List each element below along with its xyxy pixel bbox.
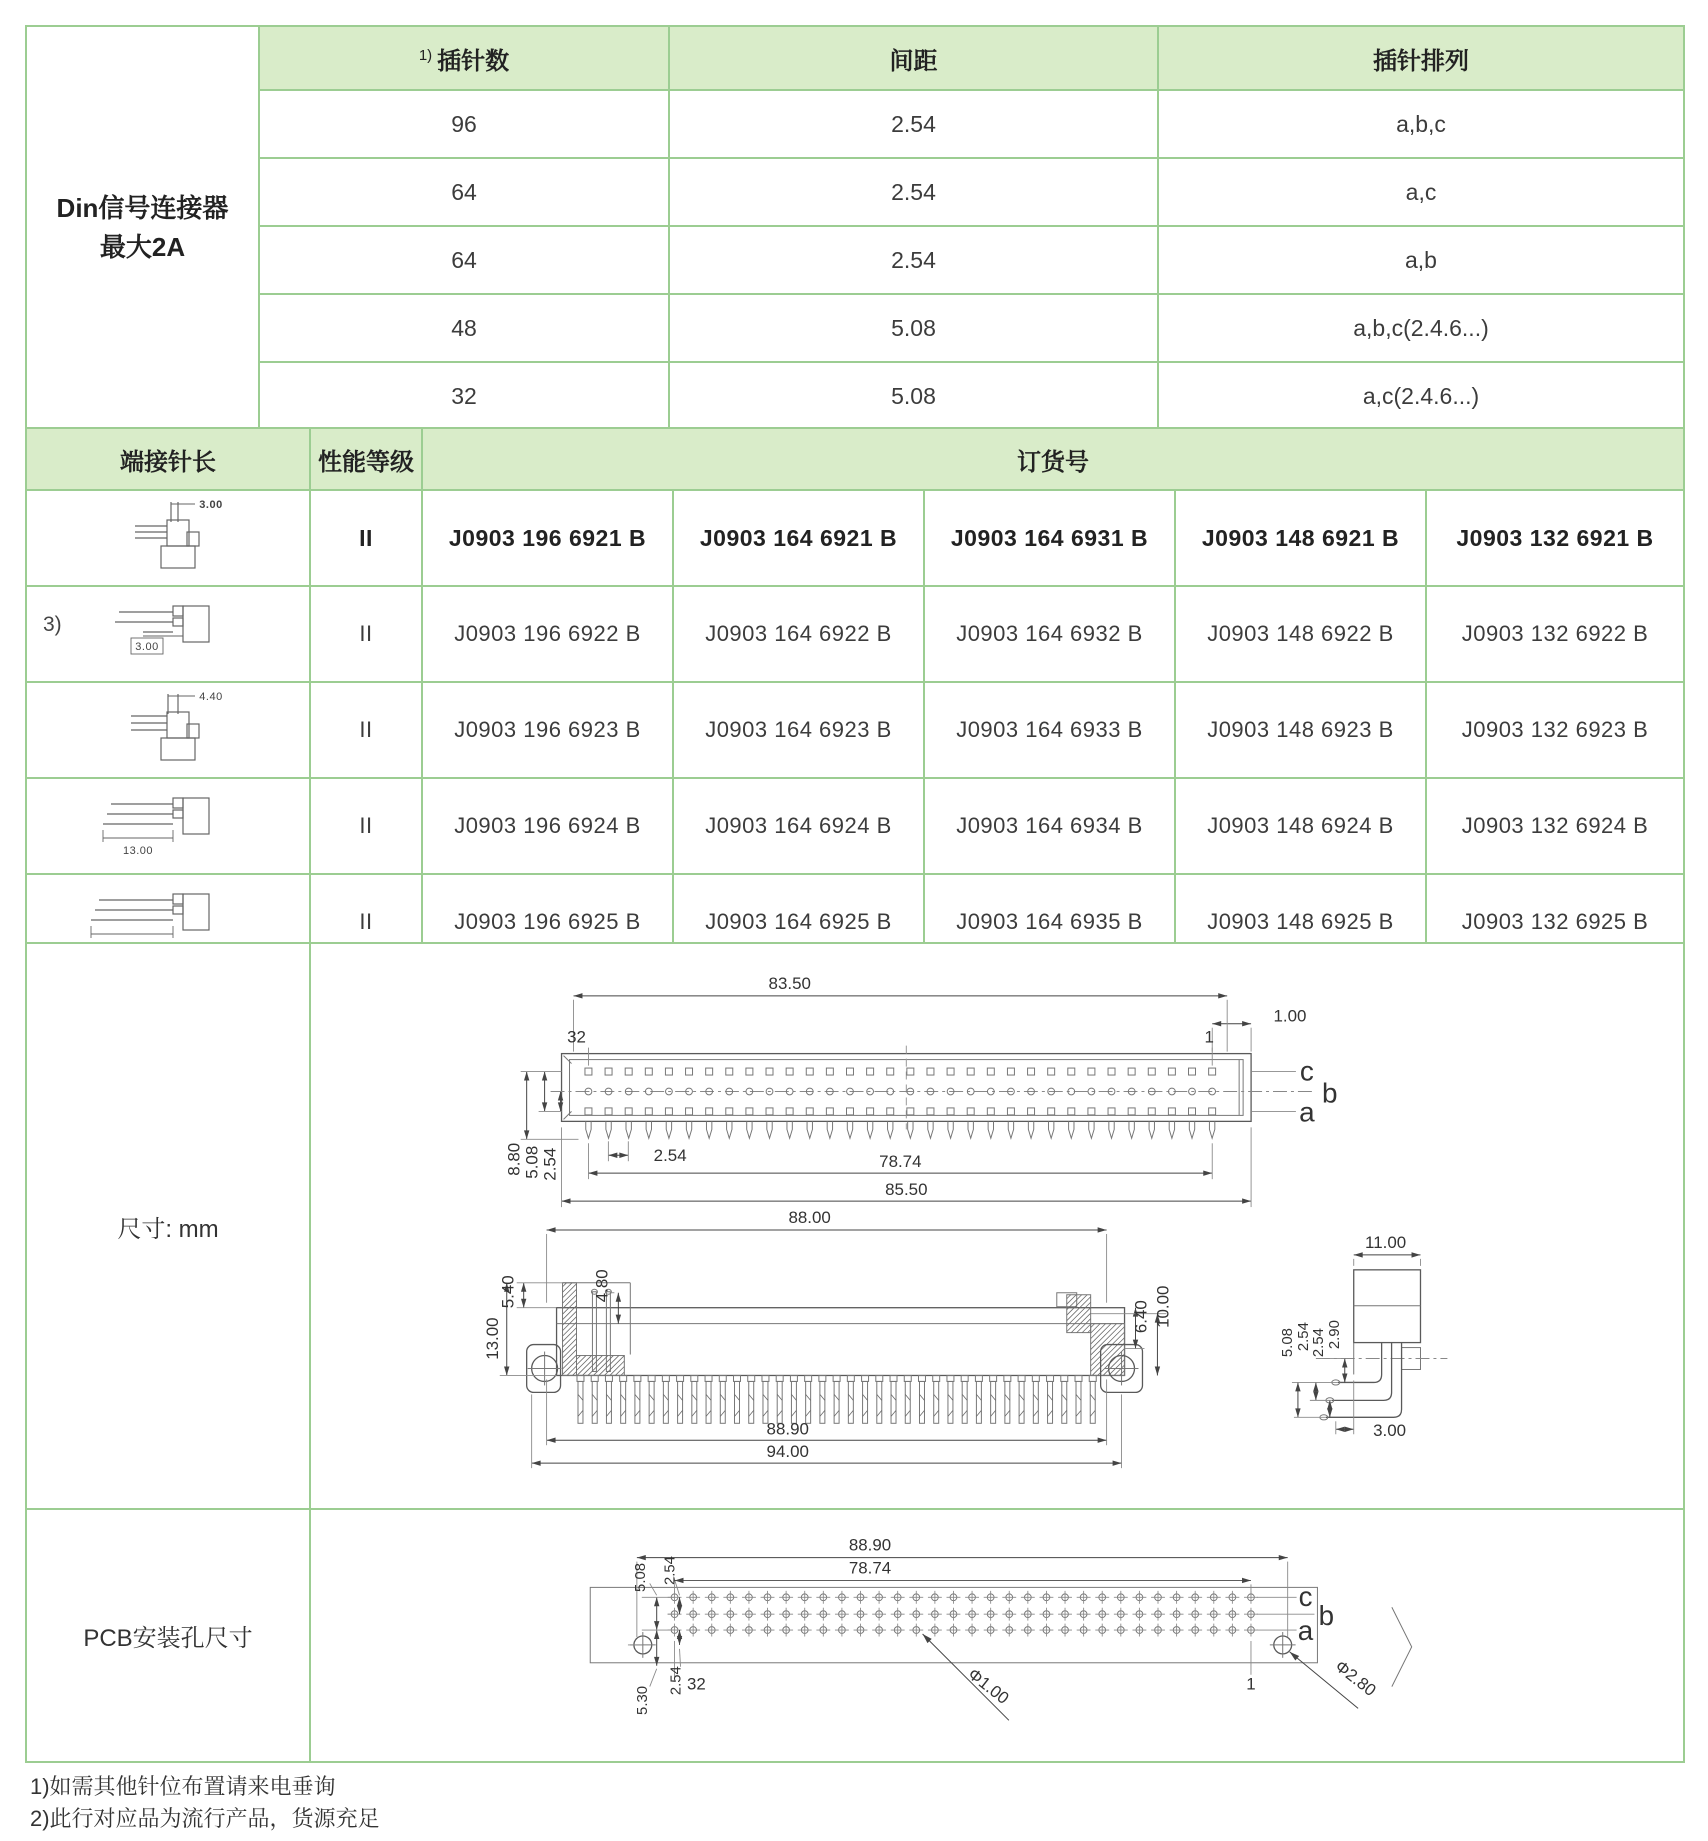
pin-style-icon-vertical — [83, 684, 253, 770]
dim-label: 5.08 — [522, 1145, 542, 1179]
dim-label: 2.54 — [1294, 1322, 1312, 1352]
arrangement-cell: a,c(2.4.6...) — [1158, 362, 1684, 430]
dimension-drawings-cell — [310, 943, 1684, 1509]
dim-label: 88.00 — [788, 1208, 831, 1228]
product-rating: 最大2A — [99, 232, 186, 262]
order-header-row — [26, 428, 1684, 490]
order-cell: J0903 196 6923 B — [422, 682, 673, 778]
pin-style-cell — [26, 778, 310, 874]
order-cell: J0903 164 6922 B — [673, 586, 924, 682]
dim-label: 78.74 — [848, 1558, 892, 1578]
pin-length-dim: 3.00 — [199, 499, 223, 511]
order-row — [26, 490, 1684, 586]
order-cell: J0903 148 6925 B — [1175, 874, 1426, 970]
dim-label: 2.54 — [1309, 1328, 1327, 1358]
row-label-c: c — [1299, 1055, 1314, 1087]
order-cell: J0903 164 6924 B — [673, 778, 924, 874]
spec-row — [26, 158, 1684, 226]
row-label-a: a — [1299, 1096, 1315, 1128]
order-cell: J0903 132 6921 B — [1426, 490, 1684, 586]
grade-cell: II — [310, 682, 422, 778]
pin-number-label: 1 — [1246, 1674, 1256, 1694]
col-header-pin-length: 端接针长 — [26, 428, 310, 490]
order-cell: J0903 148 6924 B — [1175, 778, 1426, 874]
dim-label: 5.08 — [632, 1562, 649, 1592]
grade-cell: II — [310, 778, 422, 874]
hole-diameter-label: Φ1.00 — [964, 1664, 1013, 1708]
dim-label: 2.90 — [1325, 1320, 1343, 1350]
pins-cell: 64 — [259, 158, 669, 226]
spec-row — [26, 90, 1684, 158]
pin-length-dim: 4.40 — [199, 691, 223, 703]
dim-label: 10.00 — [1153, 1285, 1173, 1328]
col-header-grade: 性能等级 — [310, 428, 422, 490]
dim-label: 3.00 — [1373, 1421, 1407, 1441]
order-cell: J0903 164 6921 B — [673, 490, 924, 586]
order-row — [26, 682, 1684, 778]
pin-style-cell — [26, 490, 310, 586]
product-name: Din信号连接器 — [56, 193, 229, 223]
arrangement-cell: a,c — [1158, 158, 1684, 226]
col-header-pitch: 间距 — [669, 26, 1158, 90]
pcb-view-drawing — [590, 1536, 1411, 1721]
spec-row — [26, 294, 1684, 362]
dim-label: 78.74 — [879, 1152, 922, 1172]
side-view-drawing — [483, 1208, 1173, 1468]
arrangement-cell: a,b — [1158, 226, 1684, 294]
pcb-section — [26, 1509, 1684, 1762]
pitch-cell: 5.08 — [669, 362, 1158, 430]
dimensions-label: 尺寸: mm — [26, 943, 310, 1509]
order-row — [26, 586, 1684, 682]
dim-label: 5.30 — [634, 1686, 651, 1715]
pin-style-icon-horizontal — [83, 780, 253, 866]
order-cell: J0903 196 6922 B — [422, 586, 673, 682]
pins-cell: 32 — [259, 362, 669, 430]
pitch-cell: 2.54 — [669, 226, 1158, 294]
order-cell: J0903 164 6932 B — [924, 586, 1175, 682]
front-view-drawing — [505, 974, 1338, 1207]
spec-row — [26, 362, 1684, 430]
order-table — [25, 427, 1685, 971]
dim-label: 88.90 — [848, 1535, 892, 1555]
dim-label: 85.50 — [885, 1180, 928, 1200]
col-header-arrangement: 插针排列 — [1158, 26, 1684, 90]
pins-cell: 96 — [259, 90, 669, 158]
dim-label: 88.90 — [766, 1419, 809, 1439]
order-cell: J0903 132 6923 B — [1426, 682, 1684, 778]
footnote-ref-3: 3) — [43, 613, 62, 636]
arrangement-cell: a,b,c(2.4.6...) — [1158, 294, 1684, 362]
pin-length-dim: 13.00 — [122, 845, 154, 857]
order-row — [26, 778, 1684, 874]
dim-label: 6.40 — [1131, 1300, 1151, 1334]
dim-label: 11.00 — [1365, 1232, 1407, 1252]
order-cell: J0903 148 6922 B — [1175, 586, 1426, 682]
pin-style-icon-vertical — [83, 492, 253, 578]
order-cell: J0903 196 6924 B — [422, 778, 673, 874]
dim-label: 83.50 — [768, 973, 811, 993]
grade-cell: II — [310, 490, 422, 586]
row-label-c: c — [1298, 1581, 1313, 1613]
order-cell: J0903 196 6921 B — [422, 490, 673, 586]
dim-label: 2.54 — [662, 1556, 679, 1585]
pcb-drawing-cell — [310, 1509, 1684, 1762]
order-cell: J0903 164 6925 B — [673, 874, 924, 970]
pin-number-label: 32 — [687, 1674, 706, 1694]
order-cell: J0903 164 6933 B — [924, 682, 1175, 778]
dimension-drawings — [311, 944, 1681, 1506]
spec-row — [26, 226, 1684, 294]
dim-label: 2.54 — [540, 1147, 560, 1181]
order-cell: J0903 148 6923 B — [1175, 682, 1426, 778]
order-cell: J0903 164 6931 B — [924, 490, 1175, 586]
pcb-label: PCB安装孔尺寸 — [26, 1509, 310, 1762]
pin-style-icon-horizontal — [83, 588, 253, 674]
dim-label: 13.00 — [482, 1317, 502, 1360]
spec-header-row — [26, 26, 1684, 90]
pitch-cell: 5.08 — [669, 294, 1158, 362]
arrangement-cell: a,b,c — [1158, 90, 1684, 158]
order-cell: J0903 132 6922 B — [1426, 586, 1684, 682]
order-cell: J0903 132 6925 B — [1426, 874, 1684, 970]
grade-cell: II — [310, 586, 422, 682]
footnote-ref-1: 1) — [418, 46, 433, 64]
row-label-b: b — [1322, 1077, 1338, 1109]
pin-style-cell — [26, 586, 310, 682]
footnote-2: 2)此行对应品为流行产品，货源充足 — [30, 1806, 380, 1831]
grade-cell: II — [310, 874, 422, 970]
dim-label: 2.54 — [653, 1146, 687, 1166]
pitch-cell: 2.54 — [669, 158, 1158, 226]
dim-label: 5.08 — [1278, 1328, 1296, 1358]
order-cell: J0903 148 6921 B — [1175, 490, 1426, 586]
drawings-table — [25, 942, 1685, 1763]
pins-cell: 48 — [259, 294, 669, 362]
pitch-cell: 2.54 — [669, 90, 1158, 158]
order-cell: J0903 164 6934 B — [924, 778, 1175, 874]
spec-table — [25, 25, 1685, 431]
dim-label: 5.40 — [498, 1275, 518, 1309]
dim-label: 1.00 — [1273, 1006, 1307, 1026]
product-group-cell — [26, 26, 259, 430]
order-cell: J0903 132 6924 B — [1426, 778, 1684, 874]
dim-label: 4.80 — [592, 1269, 612, 1303]
pin-length-dim: 3.00 — [135, 641, 159, 653]
pin-style-cell — [26, 682, 310, 778]
order-cell: J0903 164 6923 B — [673, 682, 924, 778]
col-header-pins: $^{1)}$ 插针数 — [259, 26, 669, 90]
dim-label: 8.80 — [504, 1142, 524, 1176]
pins-cell: 64 — [259, 226, 669, 294]
dim-label: 94.00 — [766, 1442, 809, 1462]
end-view-drawing — [1279, 1233, 1447, 1440]
pcb-hole-drawing — [311, 1510, 1681, 1761]
pin-number-label: 1 — [1204, 1027, 1214, 1047]
footnote-1: 1)如需其他针位布置请来电垂询 — [30, 1774, 336, 1799]
col-header-order-no: 订货号 — [422, 428, 1684, 490]
dim-label: 2.54 — [668, 1666, 685, 1696]
dimensions-section — [26, 943, 1684, 1509]
order-cell: J0903 196 6925 B — [422, 874, 673, 970]
order-cell: J0903 164 6935 B — [924, 874, 1175, 970]
row-label-a: a — [1297, 1614, 1314, 1646]
pin-number-label: 32 — [567, 1027, 586, 1047]
row-label-b: b — [1318, 1600, 1335, 1632]
hole-diameter-label: Φ2.80 — [1331, 1656, 1380, 1701]
